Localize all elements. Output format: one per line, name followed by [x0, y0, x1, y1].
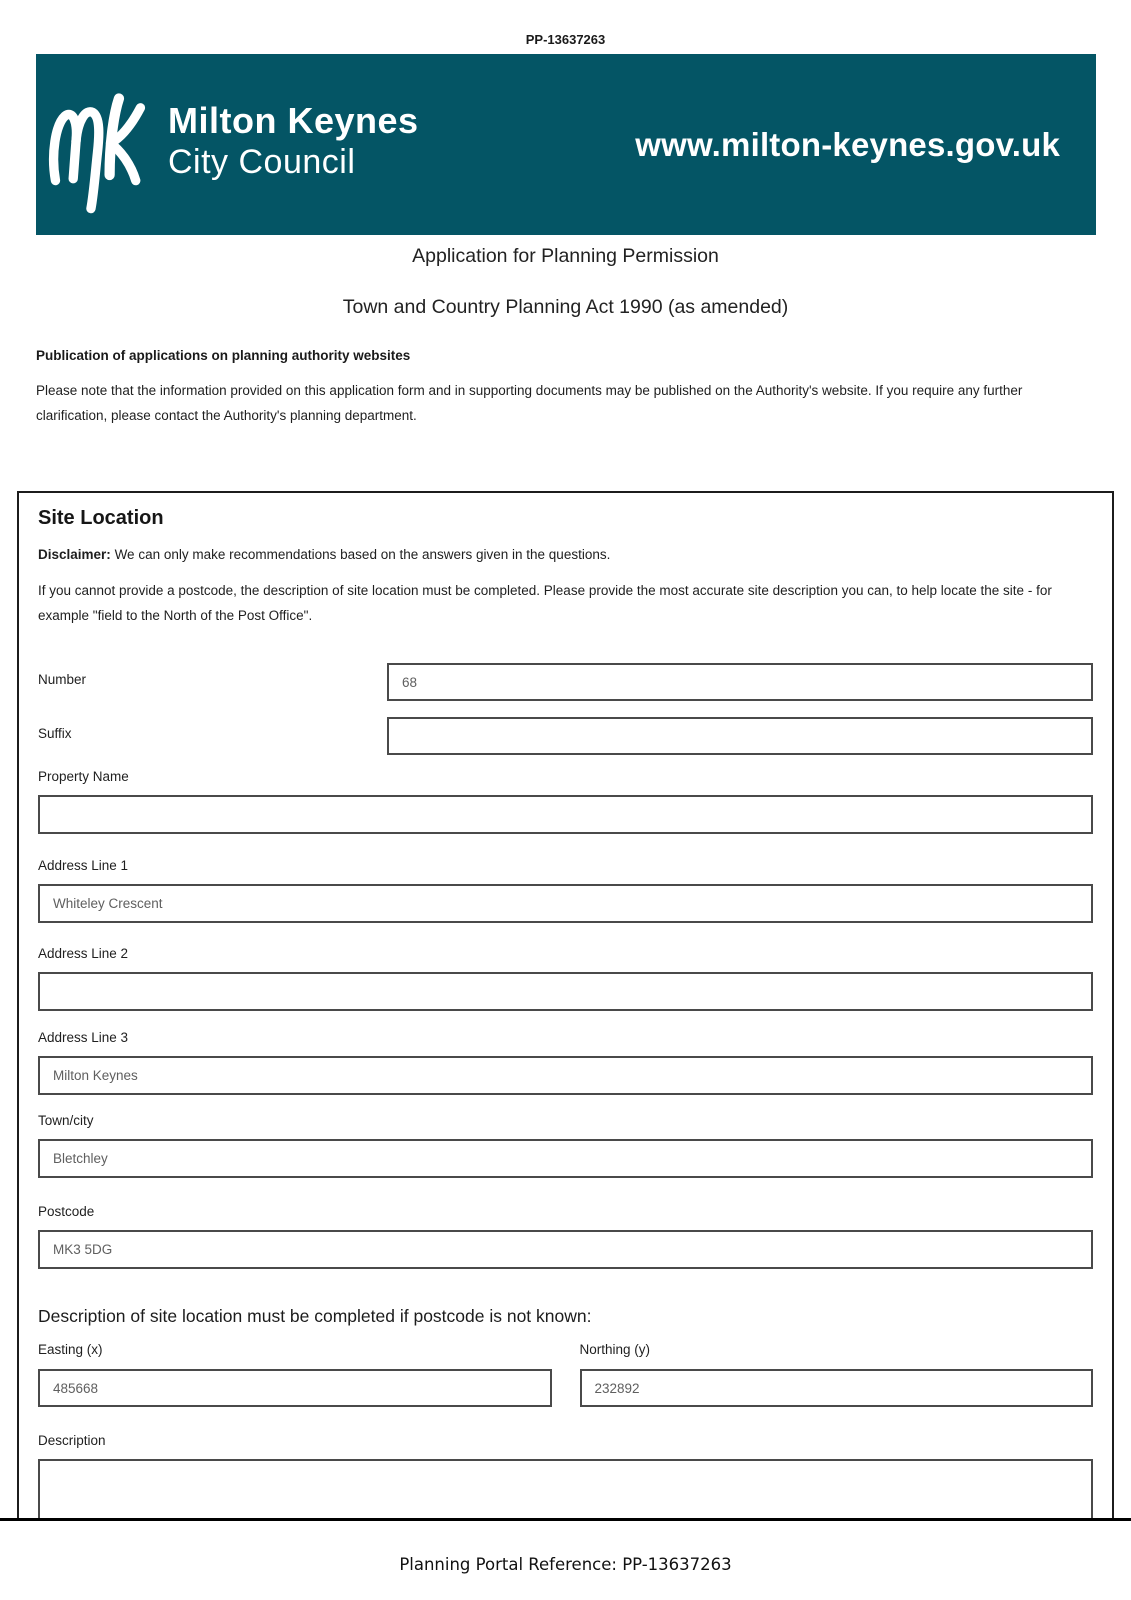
northing-input[interactable] — [580, 1369, 1094, 1407]
publication-body: Please note that the information provided on this application form and in supporting documents may be published on the Authority's website. If you require any further clarification, please contact the Authority's planning department. — [36, 383, 1023, 423]
application-reference: PP-13637263 — [525, 32, 606, 47]
number-input[interactable] — [387, 663, 1093, 701]
address-line-3-input[interactable] — [38, 1056, 1093, 1095]
number-field-row — [38, 663, 1093, 701]
town-city-label: Town/city — [38, 1113, 94, 1128]
address-line-1-label: Address Line 1 — [38, 858, 129, 873]
description-field — [38, 1433, 1093, 1518]
easting-field — [38, 1342, 552, 1407]
number-label: Number — [38, 672, 87, 687]
disclaimer-text — [38, 547, 1093, 563]
postcode-field — [38, 1204, 1093, 1269]
mk-logo-icon — [48, 78, 160, 216]
property-name-label: Property Name — [38, 769, 129, 784]
description-label: Description — [38, 1433, 106, 1448]
description-section-heading: Description of site location must be completed if postcode is not known: — [38, 1306, 592, 1326]
address-line-2-label: Address Line 2 — [38, 946, 129, 961]
page-break-divider — [0, 1518, 1131, 1521]
postcode-label: Postcode — [38, 1204, 95, 1219]
suffix-label: Suffix — [38, 726, 72, 741]
coordinates-row — [38, 1342, 1093, 1407]
address-line-1-input[interactable] — [38, 884, 1093, 923]
address-line-2-field — [38, 946, 1093, 1011]
town-city-input[interactable] — [38, 1139, 1093, 1178]
council-website-url: www.milton-keynes.gov.uk — [635, 125, 1060, 163]
suffix-input[interactable] — [387, 717, 1093, 755]
description-textarea[interactable] — [38, 1459, 1093, 1518]
address-line-2-input[interactable] — [38, 972, 1093, 1011]
property-name-input[interactable] — [38, 795, 1093, 834]
form-title: Application for Planning Permission — [412, 245, 719, 267]
northing-label: Northing (y) — [579, 1342, 651, 1357]
council-header-banner — [36, 54, 1096, 235]
council-name-line1: Milton Keynes — [168, 99, 419, 141]
council-logo-block — [48, 74, 419, 216]
planning-portal-reference: Planning Portal Reference: PP-13637263 — [399, 1555, 732, 1574]
address-line-3-label: Address Line 3 — [38, 1030, 129, 1045]
disclaimer-body: We can only make recommendations based on the answers given in the questions. — [114, 547, 611, 562]
council-name-line2: City Council — [168, 142, 356, 181]
site-location-section — [17, 491, 1114, 1518]
council-name — [168, 99, 419, 183]
town-city-field — [38, 1113, 1093, 1178]
postcode-input[interactable] — [38, 1230, 1093, 1269]
easting-label: Easting (x) — [38, 1342, 103, 1357]
northing-field — [580, 1342, 1094, 1407]
site-location-instructions: If you cannot provide a postcode, the description of site location must be completed. Please provide the most accurate site description you can, to help locate the site - for example "field to the North of the Post Office". — [38, 583, 1052, 623]
form-subtitle: Town and Country Planning Act 1990 (as amended) — [342, 296, 789, 318]
easting-input[interactable] — [38, 1369, 552, 1407]
disclaimer-label: Disclaimer: — [38, 547, 111, 562]
address-line-3-field — [38, 1030, 1093, 1095]
suffix-field-row — [38, 717, 1093, 755]
site-location-heading: Site Location — [38, 507, 164, 529]
address-line-1-field — [38, 858, 1093, 923]
property-name-field — [38, 769, 1093, 834]
publication-heading: Publication of applications on planning authority websites — [36, 348, 411, 363]
